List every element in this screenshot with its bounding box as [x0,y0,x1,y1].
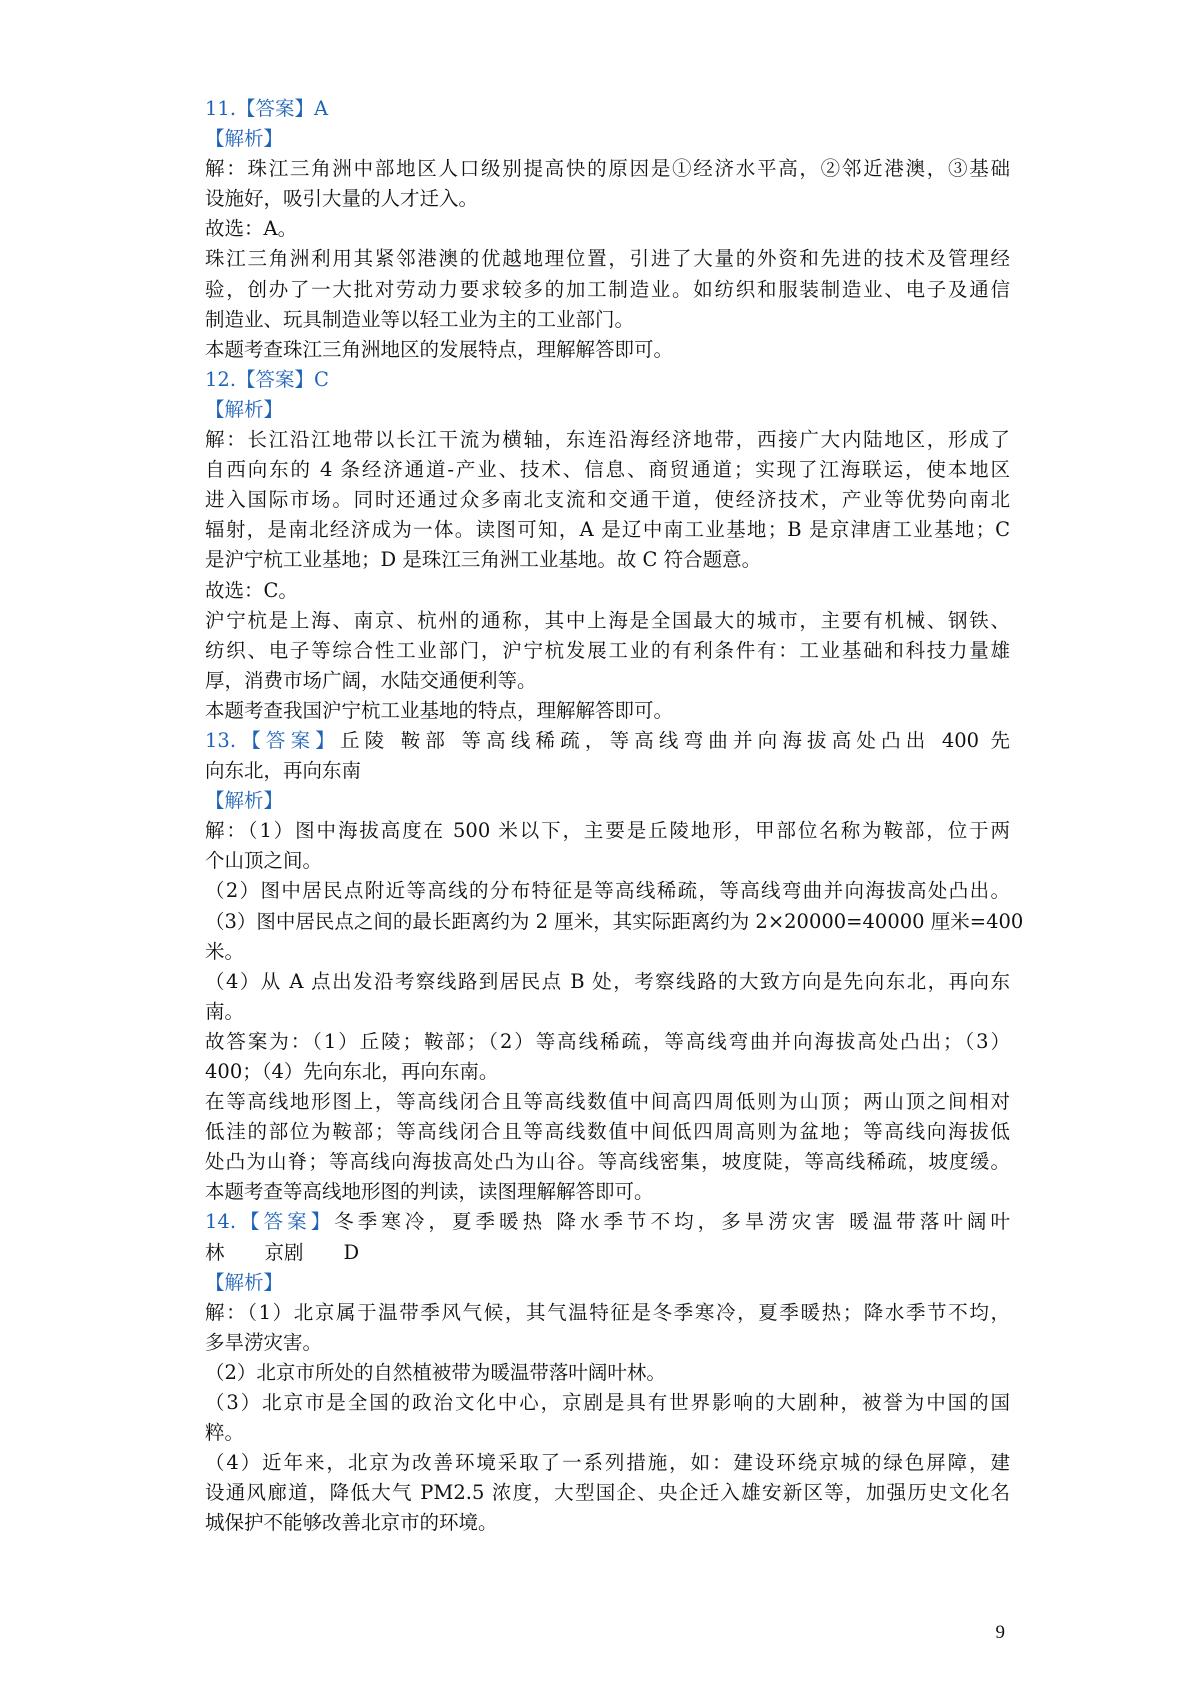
answer-value: 林 [205,1240,225,1264]
q12-answer-line [205,365,1010,395]
analysis-line: 南。 [205,999,245,1023]
answer-continuation: 向东北，再向东南 [205,759,362,783]
answer-value: 降水季节不均，多旱涝灾害 [556,1210,839,1234]
answer-value: 400 [941,728,980,752]
analysis-line: 粹。 [205,1421,245,1445]
answer-value: C [314,367,329,391]
analysis-line: 处凸为山脊；等高线向海拔高处凸为山谷。等高线密集，坡度陡，等高线稀疏，坡度缓。 [205,1150,1010,1174]
analysis-tag: 【解析】 [205,1270,284,1294]
analysis-line: 设施好，吸引大量的人才迁入。 [205,187,479,211]
q14-answer-line [205,1207,1010,1237]
analysis-line: 厚，消费市场广阔，水陆交通便利等。 [205,668,537,692]
answer-tag: 【答案】 [236,1210,335,1234]
analysis-line: 进入国际市场。同时还通过众多南北支流和交通干道，使经济技术，产业等优势向南北 [205,488,1010,512]
analysis-line: 故选：A。 [205,217,298,241]
answer-value: D [343,1240,360,1264]
analysis-line: 自西向东的 4 条经济通道-产业、技术、信息、商贸通道；实现了江海联运，使本地区 [205,458,1010,482]
analysis-line: 解：珠江三角洲中部地区人口级别提高快的原因是①经济水平高，②邻近港澳，③基础 [205,157,1010,181]
analysis-line: 400；（4）先向东北，再向东南。 [205,1060,499,1083]
question-number: 13. [205,728,237,752]
answer-value: 京剧 [264,1240,304,1264]
analysis-line: 个山顶之间。 [205,849,323,873]
analysis-line: 是沪宁杭工业基地；D 是珠江三角洲工业基地。故 C 符合题意。 [205,548,762,572]
analysis-line: 设通风廊道，降低大气 PM2.5 浓度，大型国企、央企迁入雄安新区等，加强历史文化名 [205,1481,1010,1505]
question-number: 12. [205,367,237,391]
answer-value: A [314,97,329,120]
analysis-line: （2）北京市所处的自然植被带为暖温带落叶阔叶林。 [205,1360,666,1384]
analysis-line: 故选：C。 [205,578,298,602]
question-number: 14. [205,1210,237,1234]
analysis-line: 辐射，是南北经济成为一体。读图可知，A 是辽中南工业基地；B 是京津唐工业基地；C [205,518,1010,542]
q13-answer-line [205,726,1010,756]
q11-answer-line [205,94,1010,124]
answer-tag: 【答案】 [236,97,315,120]
analysis-line: 解：长江沿江地带以长江干流为横轴，东连沿海经济地带，西接广大内陆地区，形成了 [205,428,1010,452]
analysis-line: 城保护不能够改善北京市的环境。 [205,1511,498,1535]
analysis-line: （4）近年来，北京为改善环境采取了一系列措施，如：建设环绕京城的绿色屏障，建 [205,1451,1010,1475]
analysis-line: 本题考查珠江三角洲地区的发展特点，理解解答即可。 [205,337,674,361]
analysis-line: 验，创办了一大批对劳动力要求较多的加工制造业。如纺织和服装制造业、电子及通信 [205,277,1010,301]
analysis-line: 故答案为：（1）丘陵；鞍部；（2）等高线稀疏，等高线弯曲并向海拔高处凸出；（3） [205,1029,1010,1053]
answer-tag: 【答案】 [236,367,315,391]
answer-value: 鞍部 [400,728,451,752]
analysis-line: 制造业、玩具制造业等以轻工业为主的工业部门。 [205,307,635,331]
analysis-line: 多旱涝灾害。 [205,1330,323,1354]
document-body [205,94,1024,1539]
analysis-line: （3）图中居民点之间的最长距离约为 2 厘米，其实际距离约为 2×20000=40000 厘米=400 [205,909,1024,933]
analysis-line: 米。 [205,939,245,963]
analysis-tag: 【解析】 [205,789,284,813]
analysis-line: 珠江三角洲利用其紧邻港澳的优越地理位置，引进了大量的外资和先进的技术及管理经 [205,247,1010,271]
answer-value: 暖温带落叶阔叶 [849,1210,1010,1234]
answer-value: 等高线稀疏，等高线弯曲并向海拔高处凸出 [461,728,931,752]
analysis-line: 解：（1）图中海拔高度在 500 米以下，主要是丘陵地形，甲部位名称为鞍部，位于两 [205,819,1010,843]
analysis-line: 本题考查等高线地形图的判读，读图理解解答即可。 [205,1180,654,1204]
analysis-line: 解：（1）北京属于温带季风气候，其气温特征是冬季寒冷，夏季暖热；降水季节不均， [205,1300,1010,1324]
answer-value: 先 [990,728,1010,752]
answer-value: 丘陵 [339,728,390,752]
analysis-line: （4）从 A 点出发沿考察线路到居民点 B 处，考察线路的大致方向是先向东北，再向东 [205,969,1010,993]
analysis-line: 沪宁杭是上海、南京、杭州的通称，其中上海是全国最大的城市，主要有机械、钢铁、 [205,608,1010,632]
analysis-line: 本题考查我国沪宁杭工业基地的特点，理解解答即可。 [205,698,674,722]
analysis-line: 纺织、电子等综合性工业部门，沪宁杭发展工业的有利条件有：工业基础和科技力量雄 [205,638,1010,662]
analysis-line: （3）北京市是全国的政治文化中心，京剧是具有世界影响的大剧种，被誉为中国的国 [205,1391,1010,1415]
analysis-line: 低洼的部位为鞍部；等高线闭合且等高线数值中间低四周高则为盆地；等高线向海拔低 [205,1120,1010,1144]
analysis-tag: 【解析】 [205,127,284,151]
analysis-line: （2）图中居民点附近等高线的分布特征是等高线稀疏，等高线弯曲并向海拔高处凸出。 [205,879,1010,903]
answer-value: 冬季寒冷，夏季暖热 [334,1210,547,1234]
analysis-tag: 【解析】 [205,397,284,421]
analysis-line: 在等高线地形图上，等高线闭合且等高线数值中间高四周低则为山顶；两山顶之间相对 [205,1090,1010,1114]
answer-continuation [205,1238,1010,1268]
question-number: 11. [205,97,237,120]
answer-tag: 【答案】 [236,728,340,752]
page-number: 9 [995,1622,1005,1643]
